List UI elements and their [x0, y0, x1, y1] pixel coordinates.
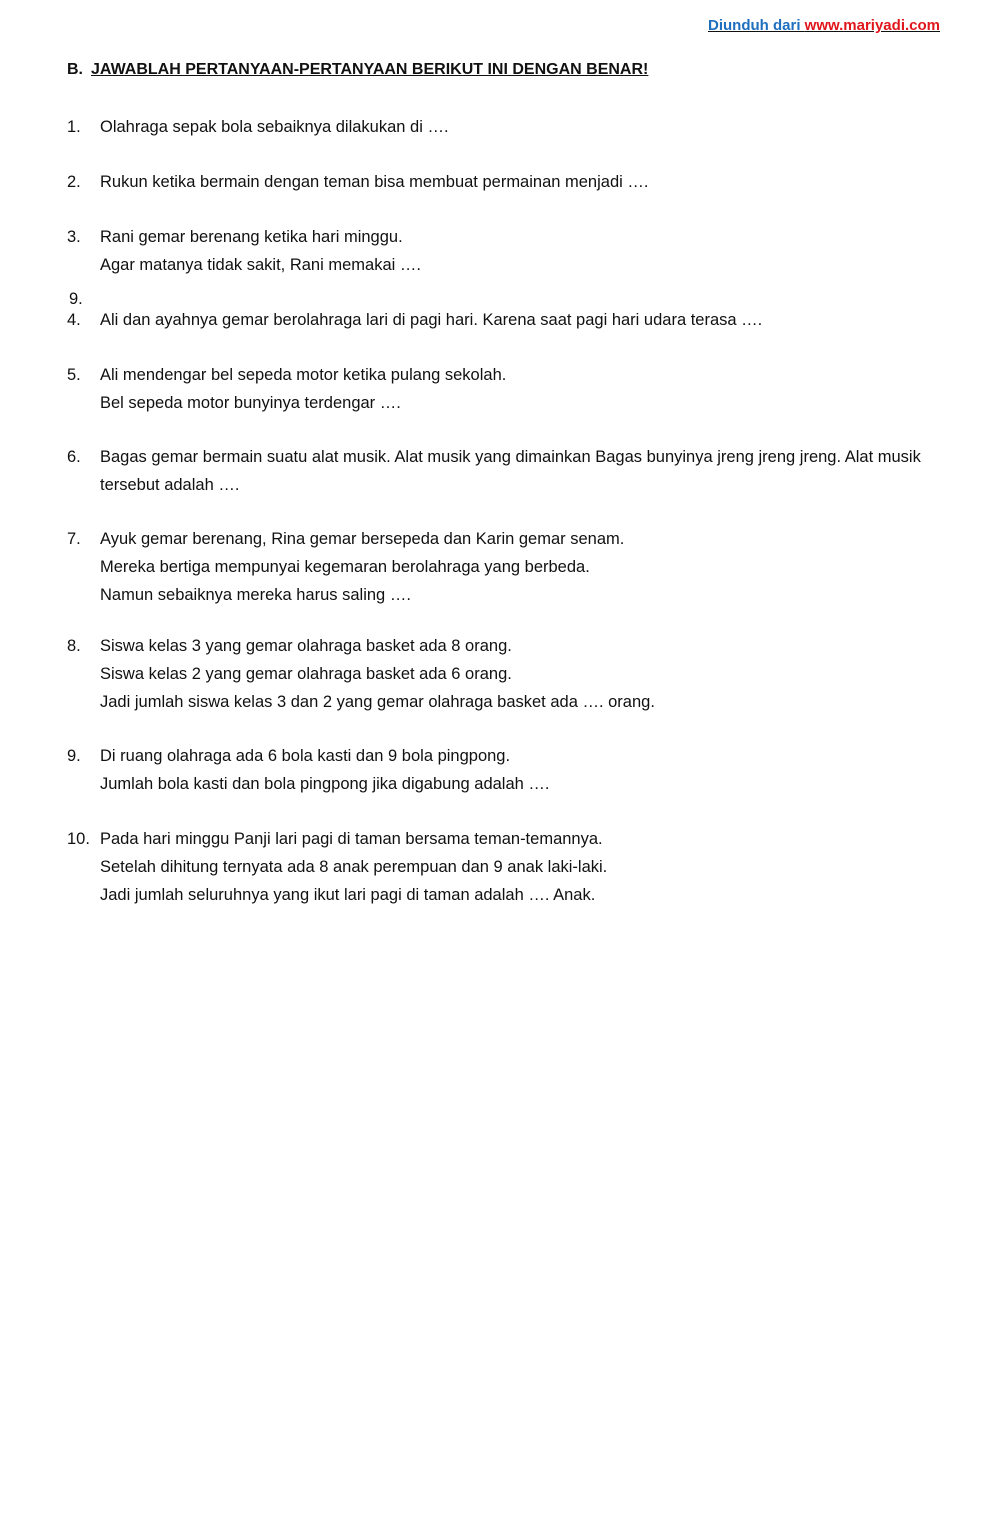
question-10 [67, 825, 947, 909]
question-2 [67, 168, 947, 196]
question-9 [67, 742, 947, 798]
question-line: Di ruang olahraga ada 6 bola kasti dan 9 bola pingpong. [100, 747, 511, 765]
question-line: Bel sepeda motor bunyinya terdengar …. [100, 394, 401, 412]
question-line: Rukun ketika bermain dengan teman bisa membuat permainan menjadi …. [100, 173, 649, 191]
section-title: JAWABLAH PERTANYAAN-PERTANYAAN BERIKUT INI DENGAN BENAR! [91, 61, 649, 78]
question-number: 7. [67, 530, 81, 548]
question-line: Siswa kelas 3 yang gemar olahraga basket ada 8 orang. [100, 637, 512, 655]
question-line: Ali dan ayahnya gemar berolahraga lari di pagi hari. Karena saat pagi hari udara terasa …. [100, 311, 763, 329]
question-line: Olahraga sepak bola sebaiknya dilakukan di …. [100, 118, 449, 136]
question-line: Ayuk gemar berenang, Rina gemar bersepeda dan Karin gemar senam. [100, 530, 625, 548]
question-number: 2. [67, 173, 81, 191]
question-3 [67, 223, 947, 279]
question-line: Namun sebaiknya mereka harus saling …. [100, 586, 411, 604]
section-letter: B. [67, 61, 83, 78]
question-number: 4. [67, 311, 81, 329]
question-line: Ali mendengar bel sepeda motor ketika pulang sekolah. [100, 366, 507, 384]
question-number: 6. [67, 448, 81, 466]
source-link-prefix: Diunduh dari [708, 17, 805, 34]
question-1 [67, 113, 947, 141]
question-5 [67, 361, 947, 417]
question-4 [67, 306, 947, 334]
source-link-url[interactable]: www.mariyadi.com [804, 17, 940, 34]
question-number: 1. [67, 118, 81, 136]
question-line: Mereka bertiga mempunyai kegemaran berolahraga yang berbeda. [100, 558, 590, 576]
stray-number: 9. [69, 290, 83, 308]
question-line: Siswa kelas 2 yang gemar olahraga basket ada 6 orang. [100, 665, 512, 683]
question-line: Rani gemar berenang ketika hari minggu. [100, 228, 403, 246]
question-line: Pada hari minggu Panji lari pagi di taman bersama teman-temannya. [100, 830, 603, 848]
question-line: Bagas gemar bermain suatu alat musik. Alat musik yang dimainkan Bagas bunyinya jreng jreng jreng. Alat musik tersebut adalah …. [100, 448, 921, 494]
question-number: 5. [67, 366, 81, 384]
question-line: Agar matanya tidak sakit, Rani memakai …. [100, 256, 421, 274]
question-7 [67, 525, 947, 609]
question-number: 10. [67, 830, 90, 848]
question-number: 3. [67, 228, 81, 246]
question-8 [67, 632, 947, 716]
question-line: Setelah dihitung ternyata ada 8 anak perempuan dan 9 anak laki-laki. [100, 858, 608, 876]
question-line: Jumlah bola kasti dan bola pingpong jika digabung adalah …. [100, 775, 550, 793]
question-6 [67, 443, 947, 499]
source-link[interactable] [708, 17, 940, 34]
question-number: 9. [67, 747, 81, 765]
question-line: Jadi jumlah siswa kelas 3 dan 2 yang gemar olahraga basket ada …. orang. [100, 693, 655, 711]
section-heading [67, 61, 648, 79]
question-number: 8. [67, 637, 81, 655]
question-line: Jadi jumlah seluruhnya yang ikut lari pagi di taman adalah …. Anak. [100, 886, 596, 904]
